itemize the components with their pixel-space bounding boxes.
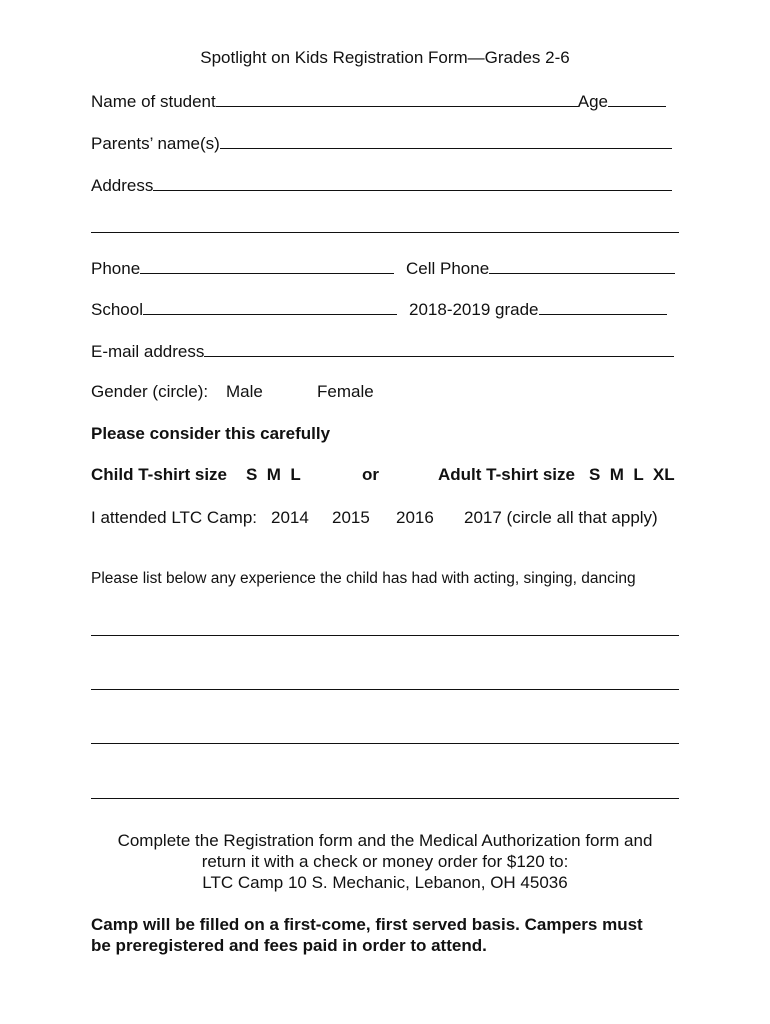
- address-row: [91, 174, 672, 196]
- child-tshirt-label: Child T-shirt size: [91, 465, 228, 484]
- experience-line[interactable]: [91, 689, 679, 690]
- cell-phone-field[interactable]: [489, 257, 675, 274]
- adult-tshirt-label: Adult T-shirt size: [438, 465, 575, 484]
- adult-tshirt-sizes[interactable]: S M L XL: [589, 465, 675, 484]
- parents-name-field[interactable]: [220, 132, 672, 149]
- camp-year-option[interactable]: 2015: [332, 508, 370, 527]
- instructions-line-1: Complete the Registration form and the Medical Authorization form and: [117, 831, 653, 850]
- experience-line[interactable]: [91, 743, 679, 744]
- cell-phone-label: Cell Phone: [406, 259, 490, 278]
- tshirt-or: or: [362, 465, 379, 484]
- student-name-row: [91, 90, 666, 112]
- grade-row: [409, 298, 667, 320]
- gender-label: Gender (circle):: [91, 382, 209, 401]
- school-field[interactable]: [143, 298, 397, 315]
- age-label: Age: [577, 92, 608, 111]
- school-row: [91, 298, 397, 320]
- student-name-field[interactable]: [216, 90, 578, 107]
- camp-year-option[interactable]: 2014: [271, 508, 309, 527]
- instructions-address: LTC Camp 10 S. Mechanic, Lebanon, OH 45036: [202, 873, 568, 892]
- email-field[interactable]: [204, 340, 674, 357]
- camp-year-option[interactable]: 2016: [396, 508, 434, 527]
- first-come-notice-line-1: Camp will be filled on a first-come, first served basis. Campers must: [91, 915, 643, 934]
- camp-attended-label: I attended LTC Camp:: [91, 508, 257, 527]
- gender-male-option[interactable]: Male: [226, 382, 263, 401]
- phone-field[interactable]: [140, 257, 394, 274]
- school-label: School: [91, 300, 143, 319]
- instructions-line-2: return it with a check or money order for $120 to:: [201, 852, 569, 871]
- form-title: Spotlight on Kids Registration Form—Grades 2-6: [200, 48, 570, 67]
- experience-line[interactable]: [91, 798, 679, 799]
- age-field[interactable]: [608, 90, 666, 107]
- grade-label: 2018-2019 grade: [409, 300, 539, 319]
- experience-prompt: Please list below any experience the child has had with acting, singing, dancing: [91, 570, 636, 587]
- first-come-notice-line-2: be preregistered and fees paid in order to attend.: [91, 936, 487, 955]
- address-field[interactable]: [153, 174, 672, 191]
- email-label: E-mail address: [91, 342, 205, 361]
- parents-name-label: Parents’ name(s): [91, 134, 220, 153]
- tshirt-notice: Please consider this carefully: [91, 424, 331, 443]
- email-row: [91, 340, 674, 362]
- gender-female-option[interactable]: Female: [317, 382, 374, 401]
- child-tshirt-sizes[interactable]: S M L: [246, 465, 301, 484]
- experience-line[interactable]: [91, 635, 679, 636]
- address-label: Address: [91, 176, 154, 195]
- phone-row: [91, 257, 394, 279]
- camp-year-option[interactable]: 2017 (circle all that apply): [464, 508, 658, 527]
- parents-name-row: [91, 132, 672, 154]
- phone-label: Phone: [91, 259, 141, 278]
- address-line-2[interactable]: [91, 232, 679, 233]
- grade-field[interactable]: [539, 298, 667, 315]
- cell-phone-row: [406, 257, 675, 279]
- student-name-label: Name of student: [91, 92, 216, 111]
